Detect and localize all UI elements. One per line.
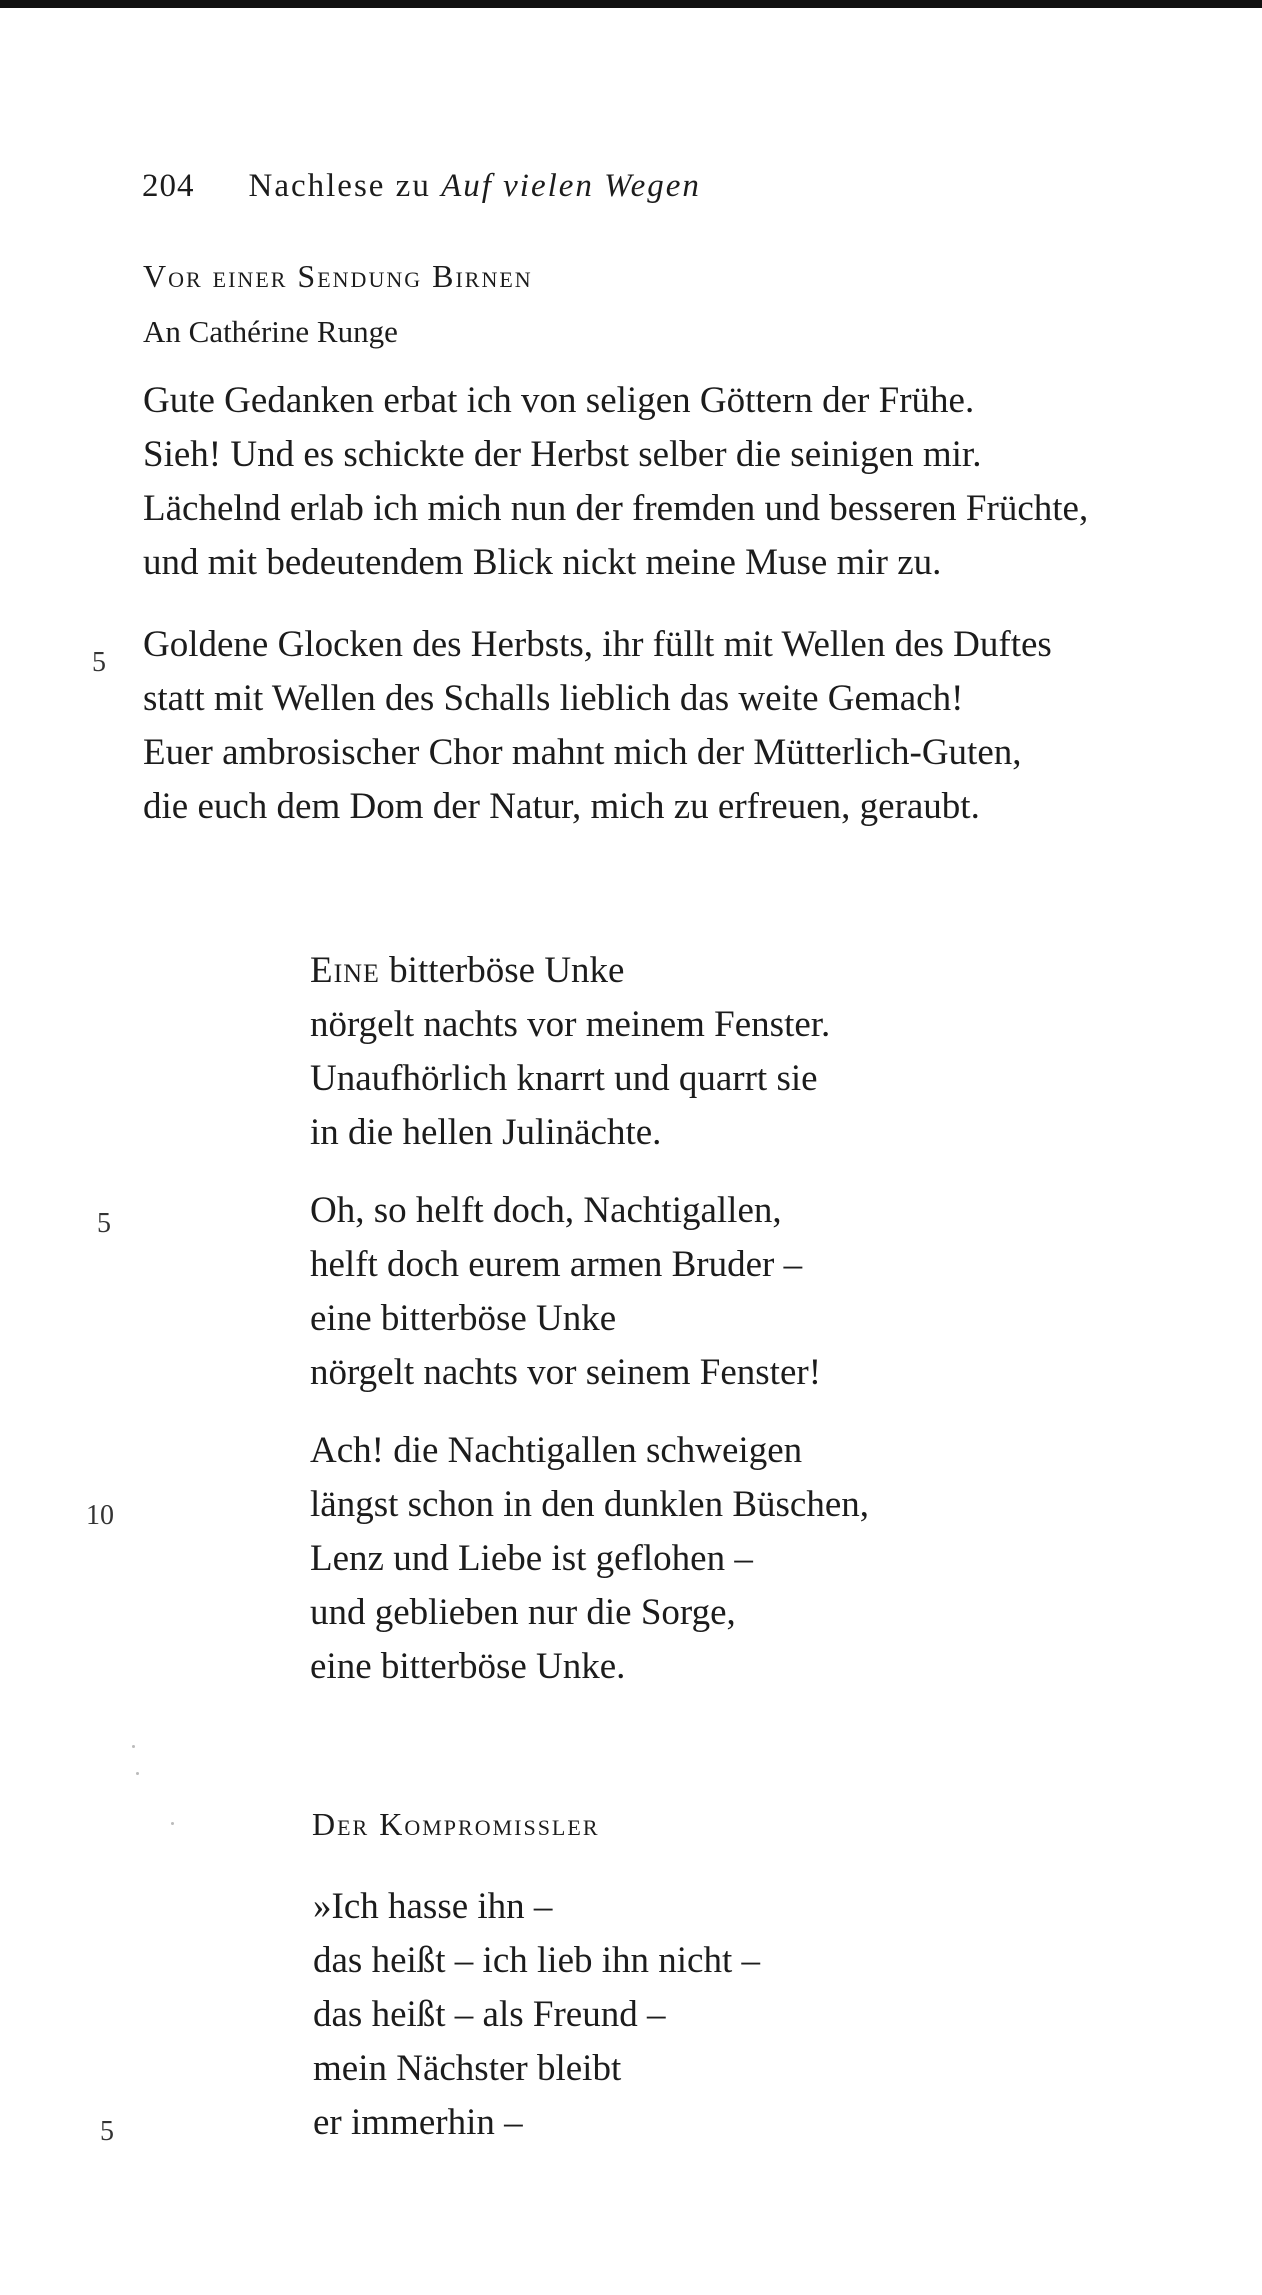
verse-line: Oh, so helft doch, Nachtigallen, <box>310 1190 782 1231</box>
line-number: 10 <box>86 1500 114 1531</box>
top-border <box>0 0 1262 8</box>
print-speck <box>132 1745 135 1748</box>
verse-line: in die hellen Julinächte. <box>310 1112 662 1153</box>
verse-line: Ach! die Nachtigallen schweigen <box>310 1430 803 1471</box>
verse-line: und geblieben nur die Sorge, <box>310 1592 736 1633</box>
verse-line: statt mit Wellen des Schalls lieblich das weite Gemach! <box>143 678 964 719</box>
print-speck <box>136 1772 139 1775</box>
running-head <box>142 168 701 205</box>
line-number: 5 <box>100 2116 114 2147</box>
verse-line: eine bitterböse Unke. <box>310 1646 626 1687</box>
line-number: 5 <box>97 1208 111 1239</box>
running-head-prefix: Nachlese zu <box>248 168 431 204</box>
print-speck <box>171 1822 174 1825</box>
poem-title: Der Kompromissler <box>312 1806 600 1842</box>
verse-line: eine bitterböse Unke <box>310 1298 617 1339</box>
verse-line: nörgelt nachts vor seinem Fenster! <box>310 1352 822 1393</box>
verse-line: das heißt – als Freund – <box>313 1994 666 2035</box>
verse-line: Eine bitterböse Unke <box>310 950 625 991</box>
verse-line: »Ich hasse ihn – <box>313 1886 553 1927</box>
verse-line: nörgelt nachts vor meinem Fenster. <box>310 1004 831 1045</box>
line-number: 5 <box>92 647 106 678</box>
verse-line: er immerhin – <box>313 2102 523 2143</box>
verse-line: Lenz und Liebe ist geflohen – <box>310 1538 753 1579</box>
verse-line: Gute Gedanken erbat ich von seligen Göttern der Frühe. <box>143 380 975 421</box>
poem-title: Vor einer Sendung Birnen <box>143 258 533 294</box>
verse-line: mein Nächster bleibt <box>313 2048 622 2089</box>
page-number: 204 <box>142 168 195 204</box>
verse-line: das heißt – ich lieb ihn nicht – <box>313 1940 760 1981</box>
verse-line: Goldene Glocken des Herbsts, ihr füllt mit Wellen des Duftes <box>143 624 1052 665</box>
verse-line: Euer ambrosischer Chor mahnt mich der Mütterlich-Guten, <box>143 732 1022 773</box>
verse-line: Unaufhörlich knarrt und quarrt sie <box>310 1058 818 1099</box>
verse-line: helft doch eurem armen Bruder – <box>310 1244 803 1285</box>
verse-line: Lächelnd erlab ich mich nun der fremden und besseren Früchte, <box>143 488 1089 529</box>
poem-dedication: An Cathérine Runge <box>143 314 398 349</box>
verse-line: die euch dem Dom der Natur, mich zu erfreuen, geraubt. <box>143 786 980 827</box>
verse-line: und mit bedeutendem Blick nickt meine Muse mir zu. <box>143 542 942 583</box>
poem-first-word: Eine <box>310 950 380 991</box>
verse-line: Sieh! Und es schickte der Herbst selber die seinigen mir. <box>143 434 982 475</box>
verse-line: längst schon in den dunklen Büschen, <box>310 1484 870 1525</box>
running-head-book-title: Auf vielen Wegen <box>441 168 701 204</box>
